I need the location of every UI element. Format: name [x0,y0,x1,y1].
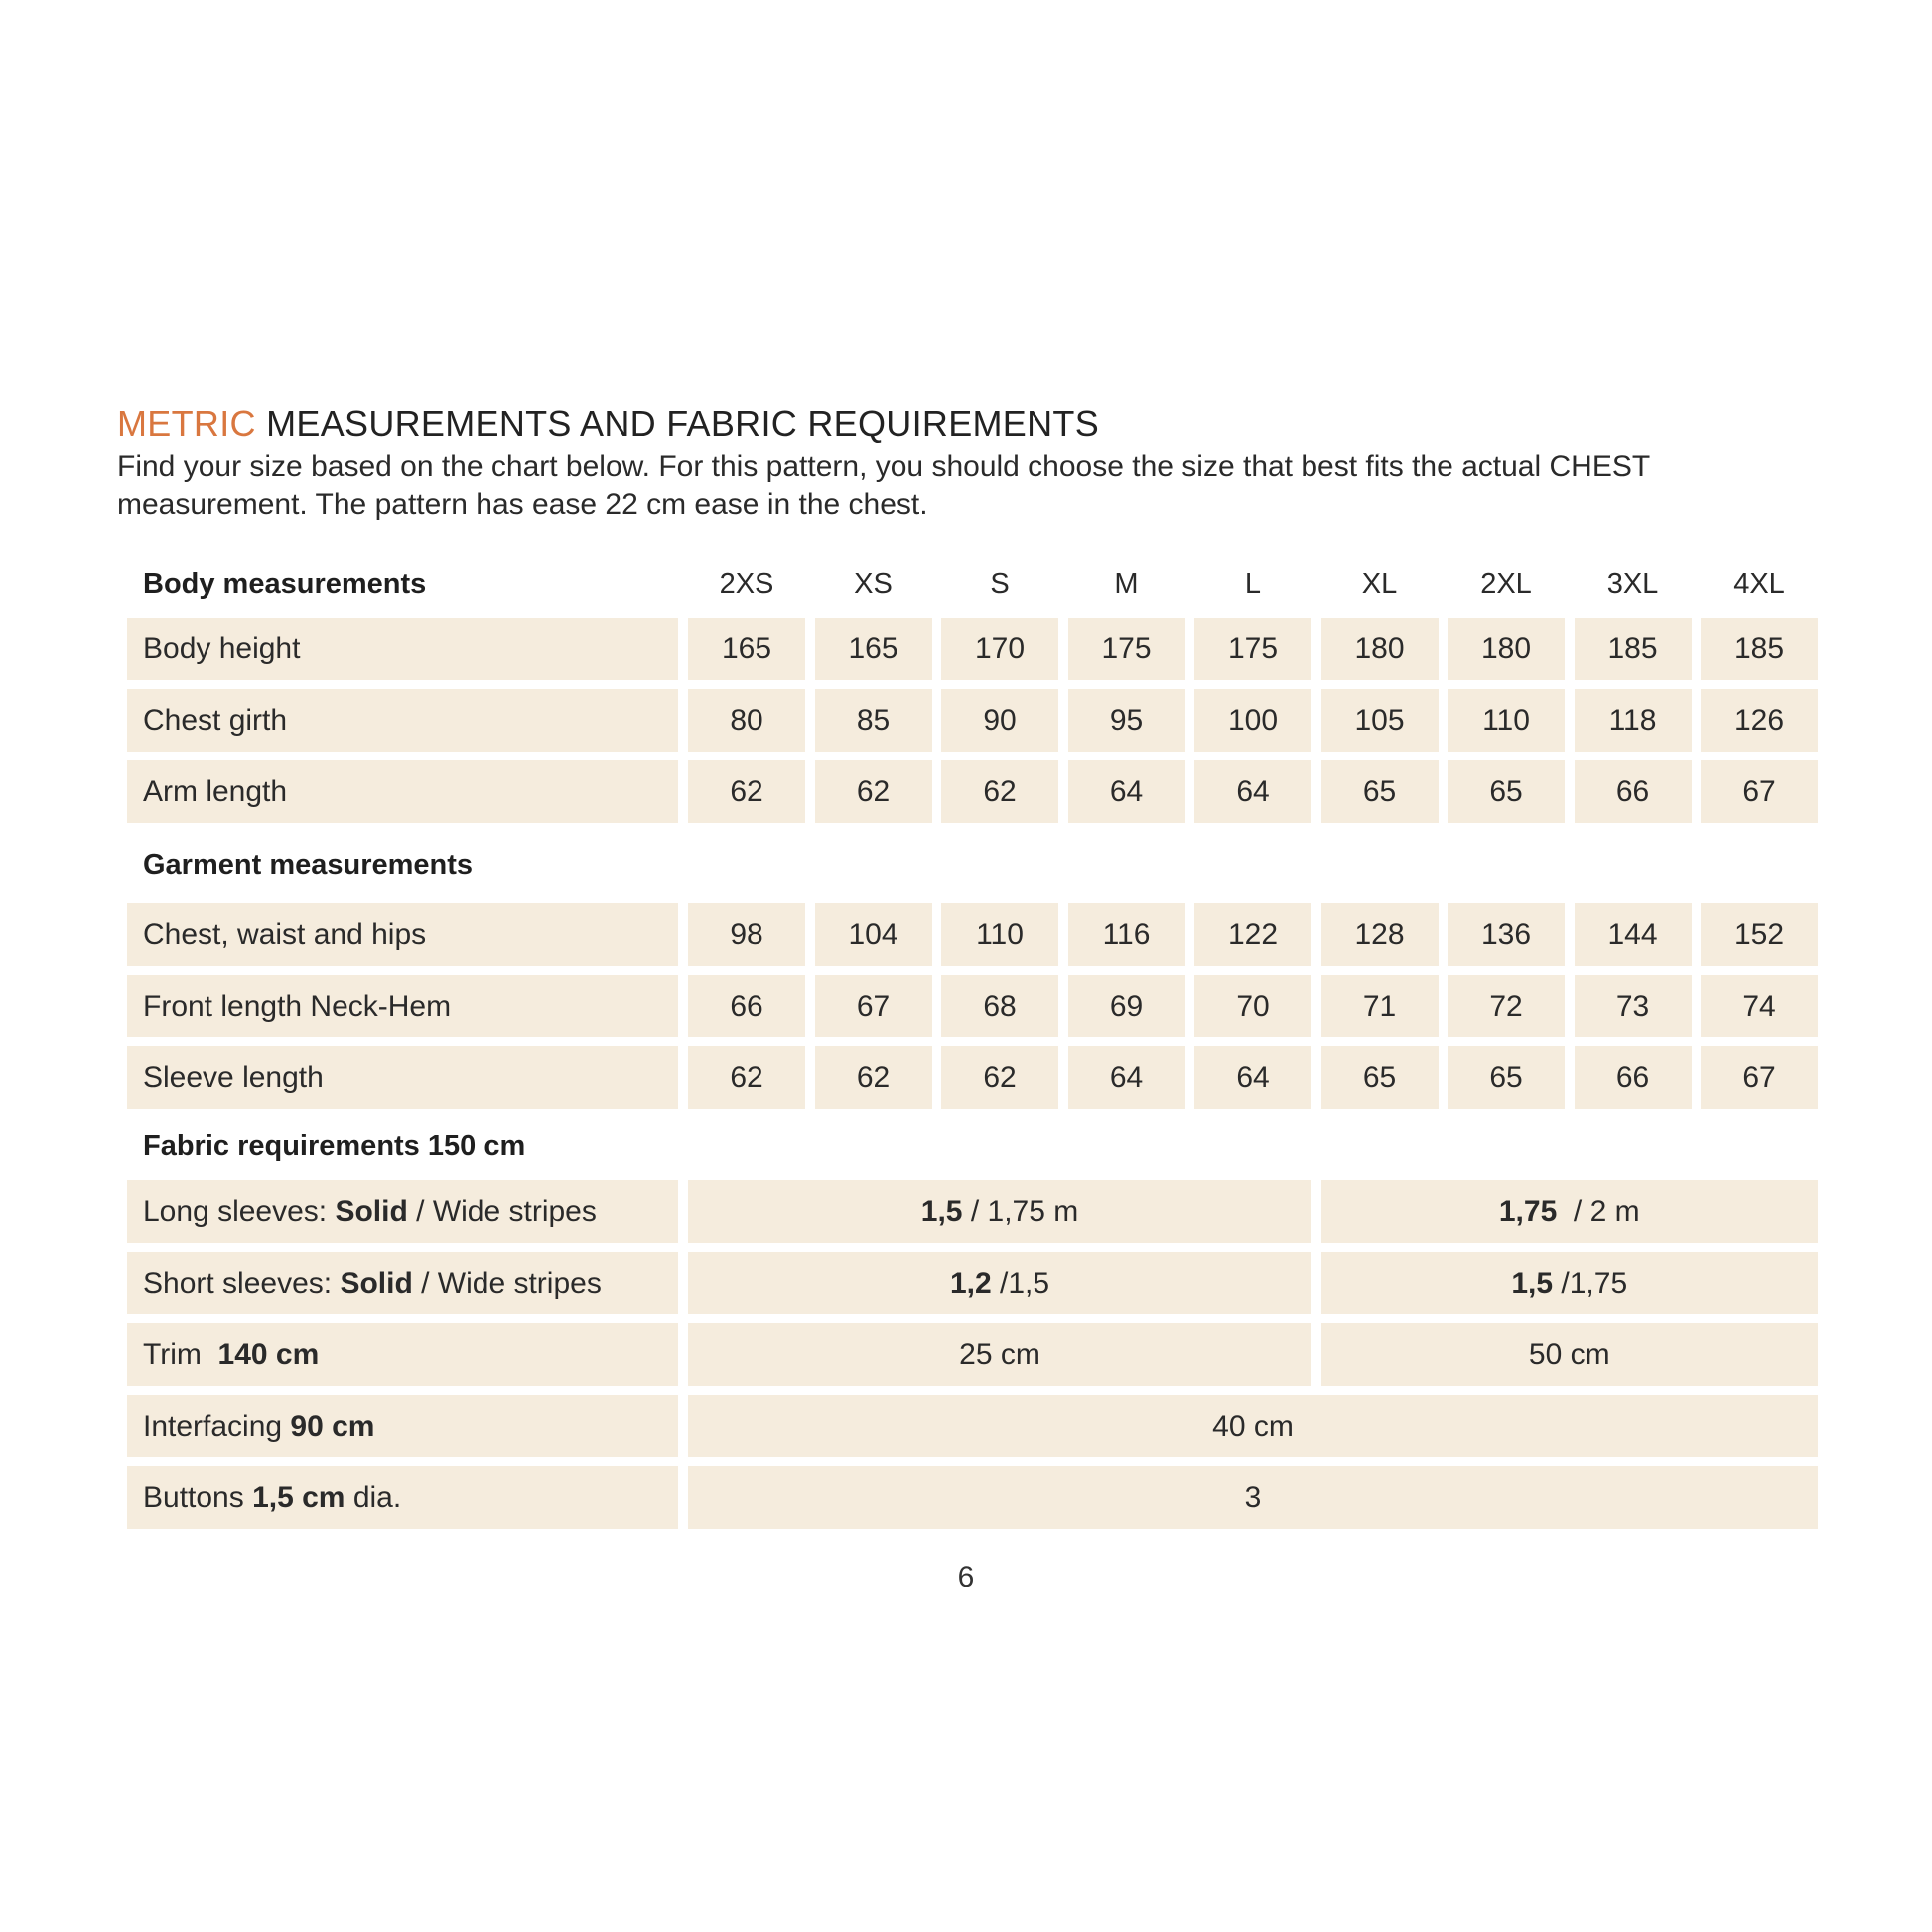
cell-value: 126 [1733,703,1785,737]
table-cell [1194,618,1311,680]
cell-value: 152 [1733,917,1785,951]
row-label [127,1466,678,1529]
row-label [127,1046,678,1109]
table-cell [688,760,805,823]
title-rest: MEASUREMENTS AND FABRIC REQUIREMENTS [255,403,1100,444]
table-cell [941,760,1058,823]
fabric-value-large-sizes [1321,1180,1819,1243]
table-cell [941,903,1058,966]
cell-value: 69 [1109,989,1144,1023]
section-title: Garment measurements [143,848,474,881]
table-cell [688,689,805,752]
table-cell [1701,903,1818,966]
cell-value: 67 [1742,774,1776,808]
value-text: 50 cm [1528,1337,1610,1371]
table-cell [1194,689,1311,752]
cell-value: 100 [1227,703,1279,737]
cell-value: 110 [976,917,1024,951]
table-cell [815,1046,932,1109]
value-solid: 1,5 [920,1194,963,1228]
table-cell [1575,618,1692,680]
size-header-xs [815,561,932,607]
cell-value: 180 [1354,631,1405,665]
table-cell [1321,618,1439,680]
table-cell [688,618,805,680]
cell-value: 64 [1236,1060,1270,1094]
cell-value: 144 [1607,917,1658,951]
table-cell [1701,975,1818,1037]
fabric-value-small-sizes [688,1323,1311,1386]
cell-value: 185 [1607,631,1658,665]
table-cell [688,975,805,1037]
cell-value: 62 [730,774,763,808]
value-stripes: / 2 m [1557,1194,1640,1228]
intro-line-1: Find your size based on the chart below. For this pattern, you should choose the size that best fits the actual CHEST [117,450,1651,483]
row-label-text: Body height [143,631,301,665]
row-label-text: Chest, waist and hips [143,917,427,951]
cell-value: 185 [1733,631,1785,665]
intro-line-2: measurement. The pattern has ease 22 cm ease in the chest. [117,488,928,521]
label-emphasis: Solid [335,1194,408,1228]
size-label: 2XS [719,567,774,600]
label-text: Trim [143,1337,218,1371]
table-cell [815,618,932,680]
label-text: Interfacing [143,1409,291,1443]
row-label [127,1252,678,1314]
size-header-4xl [1701,561,1818,607]
cell-value: 66 [1615,1060,1650,1094]
table-cell [1321,689,1439,752]
table-cell [1575,1046,1692,1109]
value-solid: 1,5 [1511,1266,1554,1300]
table-cell [1194,975,1311,1037]
label-text: / Wide stripes [407,1194,597,1228]
table-cell [1701,618,1818,680]
fabric-value-small-sizes [688,1180,1311,1243]
label-text: Buttons [143,1480,253,1514]
cell-value: 90 [983,703,1017,737]
table-cell [1068,1046,1185,1109]
table-cell [1194,903,1311,966]
label-text: Short sleeves: [143,1266,341,1300]
section-title: Fabric requirements 150 cm [143,1129,526,1162]
row-label-text: Front length Neck-Hem [143,989,452,1023]
table-cell [1575,689,1692,752]
cell-value: 62 [983,1060,1017,1094]
table-cell [1448,1046,1565,1109]
label-emphasis: 90 cm [290,1409,375,1443]
row-label-text: Arm length [143,774,288,808]
table-cell [1575,760,1692,823]
table-cell [1448,760,1565,823]
cell-value: 136 [1480,917,1532,951]
cell-value: 74 [1742,989,1776,1023]
table-cell [1448,689,1565,752]
cell-value: 175 [1227,631,1279,665]
table-cell [941,689,1058,752]
table-cell [1068,760,1185,823]
cell-value: 175 [1101,631,1152,665]
value-solid: 1,75 [1498,1194,1558,1228]
cell-value: 73 [1615,989,1650,1023]
table-cell [1068,975,1185,1037]
label-emphasis: 140 cm [217,1337,320,1371]
table-cell [1448,975,1565,1037]
table-cell [1701,760,1818,823]
row-label [127,1395,678,1457]
cell-value: 64 [1109,774,1144,808]
cell-value: 67 [856,989,891,1023]
table-cell [688,903,805,966]
garment-measurements-heading [143,842,699,888]
cell-value: 65 [1362,774,1397,808]
size-label: 4XL [1733,567,1785,600]
table-cell [941,618,1058,680]
table-cell [1321,975,1439,1037]
page-number: 6 [957,1561,975,1593]
table-cell [1321,760,1439,823]
size-label: M [1114,567,1139,600]
cell-value: 180 [1480,631,1532,665]
cell-value: 116 [1102,917,1151,951]
size-header-xl [1321,561,1439,607]
size-header-m [1068,561,1185,607]
body-measurements-heading [143,561,699,607]
row-label [127,975,678,1037]
cell-value: 118 [1608,703,1657,737]
label-text: dia. [345,1480,402,1514]
fabric-requirements-heading [143,1123,699,1169]
size-label: S [990,567,1010,600]
cell-value: 65 [1362,1060,1397,1094]
table-cell [1194,1046,1311,1109]
cell-value: 62 [856,1060,891,1094]
size-header-l [1194,561,1311,607]
row-label-text: Chest girth [143,703,288,737]
cell-value: 65 [1489,1060,1523,1094]
table-cell [941,1046,1058,1109]
cell-value: 72 [1489,989,1523,1023]
table-cell [1194,760,1311,823]
fabric-value-small-sizes [688,1252,1311,1314]
row-label [127,903,678,966]
title-accent: METRIC [117,403,256,444]
size-header-2xl [1448,561,1565,607]
cell-value: 165 [848,631,898,665]
table-cell [815,903,932,966]
table-cell [1448,618,1565,680]
cell-value: 110 [1482,703,1530,737]
cell-value: 105 [1354,703,1405,737]
table-cell [1321,903,1439,966]
row-label-text: Sleeve length [143,1060,324,1094]
size-label: L [1244,567,1262,600]
row-label [127,1180,678,1243]
cell-value: 95 [1109,703,1144,737]
cell-value: 62 [983,774,1017,808]
value-stripes: /1,5 [991,1266,1050,1300]
value-text: 3 [1244,1480,1262,1514]
value-stripes: / 1,75 m [962,1194,1079,1228]
cell-value: 85 [856,703,891,737]
size-label: 2XL [1480,567,1532,600]
size-label: 3XL [1606,567,1659,600]
cell-value: 104 [848,917,898,951]
cell-value: 70 [1236,989,1270,1023]
cell-value: 64 [1109,1060,1144,1094]
table-cell [1701,689,1818,752]
cell-value: 98 [730,917,763,951]
table-cell [815,975,932,1037]
value-text: 40 cm [1212,1409,1294,1443]
cell-value: 66 [730,989,763,1023]
size-header-3xl [1575,561,1692,607]
table-cell [815,689,932,752]
row-label [127,689,678,752]
cell-value: 165 [721,631,772,665]
cell-value: 80 [730,703,763,737]
row-label [127,618,678,680]
label-text: / Wide stripes [412,1266,602,1300]
table-cell [688,1046,805,1109]
size-label: XL [1361,567,1398,600]
cell-value: 128 [1354,917,1405,951]
fabric-value-large-sizes [1321,1252,1819,1314]
size-header-s [941,561,1058,607]
cell-value: 67 [1742,1060,1776,1094]
value-stripes: /1,75 [1553,1266,1628,1300]
table-cell [1575,903,1692,966]
size-label: XS [854,567,893,600]
row-label [127,760,678,823]
size-header-2xs [688,561,805,607]
table-cell [941,975,1058,1037]
section-title: Body measurements [143,567,427,600]
cell-value: 122 [1227,917,1279,951]
table-cell [1448,903,1565,966]
fabric-value-large-sizes [1321,1323,1819,1386]
cell-value: 170 [974,631,1026,665]
value-solid: 1,2 [949,1266,992,1300]
cell-value: 65 [1489,774,1523,808]
row-label [127,1323,678,1386]
table-cell [815,760,932,823]
table-cell [1068,689,1185,752]
label-emphasis: Solid [340,1266,413,1300]
label-emphasis: 1,5 cm [252,1480,345,1514]
table-cell [1701,1046,1818,1109]
cell-value: 68 [983,989,1017,1023]
fabric-value-all-sizes [688,1395,1818,1457]
table-cell [1068,903,1185,966]
cell-value: 64 [1236,774,1270,808]
table-cell [1068,618,1185,680]
label-text: Long sleeves: [143,1194,336,1228]
value-text: 25 cm [959,1337,1040,1371]
table-cell [1575,975,1692,1037]
fabric-value-all-sizes [688,1466,1818,1529]
cell-value: 62 [856,774,891,808]
cell-value: 66 [1615,774,1650,808]
table-cell [1321,1046,1439,1109]
cell-value: 62 [730,1060,763,1094]
cell-value: 71 [1362,989,1397,1023]
